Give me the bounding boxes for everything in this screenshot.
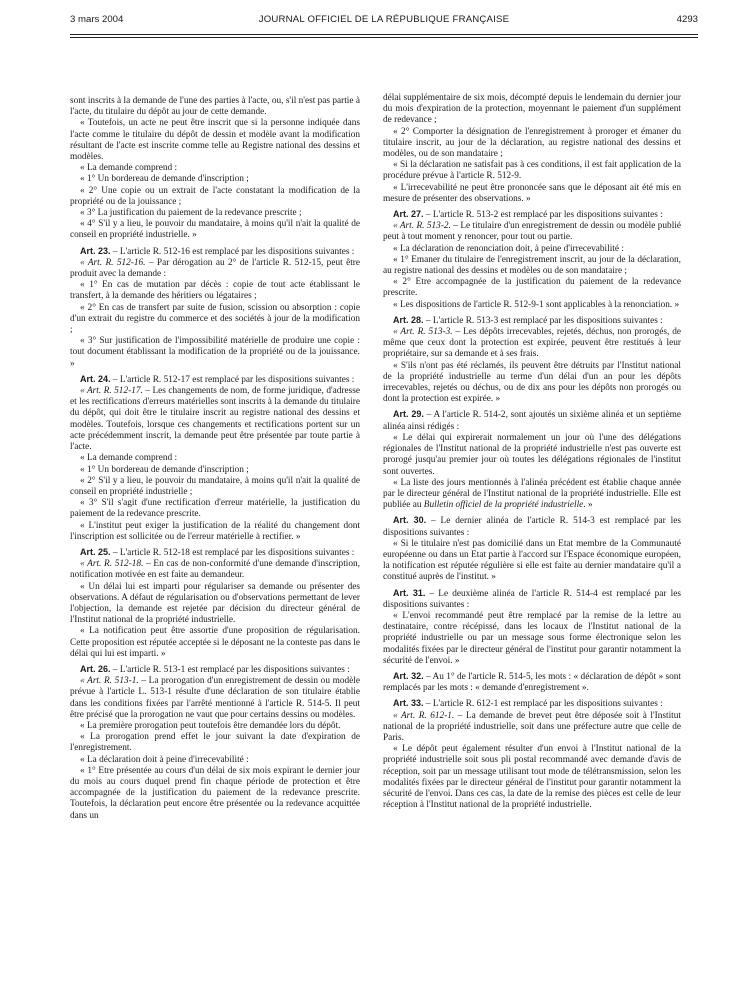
paragraph-text: « 1° En cas de mutation par décès : copie de tout acte établissant le transfert, à la demande des héritiers ou légataires ;	[70, 280, 360, 302]
paragraph	[70, 219, 360, 241]
paragraph-text: – L'article R. 512-16 est remplacé par les dispositions suivantes :	[110, 246, 355, 257]
article-number: Art. 30.	[393, 515, 427, 526]
paragraph	[70, 186, 360, 208]
paragraph	[70, 118, 360, 163]
paragraph	[70, 208, 360, 219]
paragraph-text: « La déclaration doit à peine d'irrecevabilité :	[80, 754, 249, 765]
paragraph-text: – L'article R. 513-3 est remplacé par les dispositions suivantes :	[423, 315, 663, 326]
paragraph	[70, 755, 360, 766]
paragraph	[383, 315, 681, 327]
paragraph-text: « La déclaration de renonciation doit, à peine d'irrecevabilité :	[393, 243, 624, 254]
article-reference: « Art. R. 512-18.	[80, 559, 144, 570]
paragraph-text: « La demande comprend :	[80, 453, 178, 464]
paragraph-text: – Au 1° de l'article R. 514-5, les mots : « déclaration de dépôt » sont remplacés par les mots : « demande d'enregistrement ».	[383, 671, 681, 694]
paragraph-text: sont inscrits à la demande de l'une des parties à l'acte, ou, s'il n'est pas partie à l'acte, du titulaire du dépôt au jour de cette demande.	[70, 96, 360, 118]
paragraph-text: – Les changements de nom, de forme juridique, d'adresse et les rectifications d'erreurs matérielles sont inscrits à la demande du titulaire du dépôt, qui doit être le titulaire inscrit au registre national des dessins et modèles. Toutefois, lorsque ces changements et rectifications portent sur un acte précédemment inscrit, la demande peut être présentée par toute partie à l'acte.	[70, 386, 360, 453]
paragraph-text: « L'envoi recommandé peut être remplacé par la remise de la lettre au destinataire, contre récépissé, dans les locaux de l'Institut national de la propriété industrielle ou par un message sous forme électronique selon les modalités fixées par le directeur général de l'institut pour garantir notamment la sécurité de l'envoi. »	[383, 610, 681, 666]
paragraph	[70, 626, 360, 660]
paragraph	[383, 588, 681, 611]
paragraph	[383, 515, 681, 538]
paragraph-text: « 3° Sur justification de l'impossibilité matérielle de produire une copie : tout document établissant la modification de la propriété ou de la jouissance. »	[70, 336, 360, 369]
paragraph	[383, 361, 681, 406]
paragraph-text: – Le titulaire d'un enregistrement de dessin ou modèle publié peut à tout moment y renoncer, pour tout ou partie.	[383, 221, 681, 243]
paragraph	[70, 386, 360, 453]
paragraph	[383, 744, 681, 811]
paragraph-text: – Le dernier alinéa de l'article R. 514-3 est remplacé par les dispositions suivantes :	[383, 516, 681, 538]
paragraph-text: – La prorogation d'un enregistrement de dessin ou modèle prévue à l'article L. 513-1 résulte d'une déclaration de son titulaire établie dans les conditions fixées par l'arrêté mentionné à l'article R. 514-5. Il peut être précisé que la prorogation ne vaut que pour certains dessins ou modèles.	[70, 676, 360, 720]
article-reference: « Art. R. 513-3.	[393, 327, 453, 338]
paragraph	[383, 478, 681, 512]
article-reference: « Art. R. 513-2.	[393, 221, 451, 232]
paragraph	[70, 303, 360, 337]
paragraph	[383, 221, 681, 243]
paragraph-text: « 1° Etre présentée au cours d'un délai de six mois expirant le dernier jour du mois au cours duquel prend fin chaque période de protection et être accompagnée de la justification du paiement de la redevance prescrite. Toutefois, la déclaration peut encore être présentée ou la redevance acquittée dans un	[70, 765, 360, 821]
paragraph	[70, 476, 360, 498]
paragraph-text: « Toutefois, un acte ne peut être inscrit que si la personne indiquée dans l'acte comme le titulaire du dépôt de dessin et modèle avant la modification résultant de l'acte est inscrite comme telle au Registre national des dessins et modèles.	[70, 118, 360, 163]
paragraph	[383, 409, 681, 432]
paragraph-text: « Le dépôt peut également résulter d'un envoi à l'Institut national de la propriété industrielle soit sous pli postal recommandé avec demande d'avis de réception, soit par un message utilisant tout mode de télétransmission, selon les modalités fixées par le directeur général de l'institut pour garantir notamment la sécurité de l'envoi. Dans ces cas, la date de la remise des pièces est celle de leur réception à l'Institut national de la propriété industrielle.	[383, 744, 681, 811]
paragraph	[70, 547, 360, 559]
header-rule-bottom	[70, 37, 698, 38]
paragraph-text: – Le deuxième alinéa de l'article R. 514-4 est remplacé par les dispositions suivantes :	[383, 588, 681, 610]
paragraph	[383, 433, 681, 478]
paragraph-text: « S'ils n'ont pas été réclamés, ils peuvent être détruits par l'Institut national de la propriété industrielle au terme d'un délai d'un an pour les dépôts irrecevables, rejetés ou déchus, ou de dix ans pour les dépôts non prorogés ou dont la protection est expirée. »	[383, 360, 681, 405]
paragraph-text: . »	[583, 500, 593, 511]
paragraph	[70, 465, 360, 476]
article-number: Art. 33.	[393, 698, 424, 709]
article-number: Art. 24.	[80, 373, 111, 384]
paragraph-text: « 2° Etre accompagnée de la justification du paiement de la redevance prescrite.	[383, 277, 681, 299]
paragraph-text: « 3° S'il s'agit d'une rectification d'erreur matérielle, la justification du paiement de la redevance prescrite.	[70, 498, 360, 520]
paragraph-text: – L'article R. 512-17 est remplacé par les dispositions suivantes :	[110, 374, 355, 385]
paragraph-text: « Si le titulaire n'est pas domicilié dans un Etat membre de la Communauté européenne ou dans un Etat partie à l'accord sur l'Espace économique européen, la notification est réputée régulière si elle est faite au dernier mandataire qu'il a constitué auprès de l'institut. »	[383, 538, 681, 583]
article-reference: « Art. R. 512-16.	[80, 257, 146, 268]
article-number: Art. 23.	[80, 245, 111, 256]
paragraph	[70, 732, 360, 754]
header-page-number: 4293	[676, 14, 698, 25]
article-number: Art. 26.	[80, 663, 111, 674]
paragraph	[70, 174, 360, 185]
paragraph-text: – L'article R. 512-18 est remplacé par les dispositions suivantes :	[110, 547, 355, 558]
paragraph	[383, 698, 681, 710]
paragraph	[70, 258, 360, 280]
paragraph	[70, 453, 360, 464]
paragraph-text: « 1° Un bordereau de demande d'inscription ;	[80, 174, 249, 185]
right-column	[383, 93, 681, 973]
paragraph-text: « 2° Comporter la désignation de l'enregistrement à proroger et émaner du titulaire inscrit, au jour de la déclaration, au registre national des dessins et modèles, ou de son mandataire ;	[383, 126, 681, 160]
article-reference: « Art. R. 512-17.	[80, 386, 143, 397]
paragraph	[383, 127, 681, 161]
paragraph-text: « 2° Une copie ou un extrait de l'acte constatant la modification de la propriété ou de la jouissance ;	[70, 185, 360, 207]
paragraph-text: « Si la déclaration ne satisfait pas à ces conditions, il est fait application de la procédure prévue à l'article R. 512-9.	[383, 160, 681, 182]
paragraph	[70, 559, 360, 581]
paragraph	[383, 255, 681, 277]
paragraph-text: – En cas de non-conformité d'une demande d'inscription, notification motivée en est faite au demandeur.	[70, 559, 360, 581]
header-title: JOURNAL OFFICIEL DE LA RÉPUBLIQUE FRANÇAISE	[258, 14, 510, 25]
paragraph-text: « 3° La justification du paiement de la redevance prescrite ;	[80, 208, 302, 219]
article-number: Art. 32.	[393, 670, 424, 681]
paragraph-text: « L'irrecevabilité ne peut être prononcée sans que le déposant ait été mis en mesure de présenter des observations. »	[383, 182, 681, 204]
article-number: Art. 25.	[80, 546, 111, 557]
paragraph-text: « 2° S'il y a lieu, le pouvoir du mandataire, à moins qu'il n'ait la qualité de conseil en propriété industrielle ;	[70, 475, 360, 497]
paragraph-text: – L'article R. 513-2 est remplacé par les dispositions suivantes :	[423, 210, 663, 221]
paragraph	[383, 671, 681, 694]
paragraph-text: « Un délai lui est imparti pour régulariser sa demande ou présenter des observations. A défaut de régularisation ou d'observations permettant de lever l'objection, la demande est rejetée par décision du directeur général de l'Institut national de la propriété industrielle.	[70, 581, 360, 626]
paragraph-text: – L'article R. 612-1 est remplacé par les dispositions suivantes :	[423, 699, 663, 710]
paragraph	[383, 711, 681, 745]
paragraph-text: « 4° S'il y a lieu, le pouvoir du mandataire, à moins qu'il n'ait la qualité de conseil en propriété industrielle. »	[70, 219, 360, 241]
paragraph	[383, 244, 681, 255]
paragraph	[383, 93, 681, 127]
paragraph	[70, 498, 360, 520]
publication-title: Bulletin officiel de la propriété industrielle	[423, 500, 584, 511]
article-number: Art. 27.	[393, 209, 424, 220]
paragraph-text: – L'article R. 513-1 est remplacé par les dispositions suivantes :	[110, 664, 350, 675]
paragraph	[383, 277, 681, 299]
paragraph-text: « La demande comprend :	[80, 163, 178, 174]
paragraph	[70, 163, 360, 174]
paragraph	[70, 280, 360, 302]
running-header	[70, 14, 698, 30]
paragraph	[383, 300, 681, 311]
paragraph-text: « La liste des jours mentionnés à l'alinéa précédent est établie chaque année par le directeur général de l'Institut national de la propriété industrielle. Elle est publiée au	[383, 477, 681, 511]
paragraph	[383, 160, 681, 182]
paragraph	[70, 374, 360, 386]
paragraph-text: – Par dérogation au 2° de l'article R. 512-15, peut être produit avec la demande :	[70, 257, 360, 280]
paragraph-text: « L'institut peut exiger la justification de la réalité du changement dont l'inscription est sollicitée ou de l'erreur matérielle à rectifier. »	[70, 520, 360, 542]
paragraph	[70, 582, 360, 627]
paragraph-text: « Le délai qui expirerait normalement un jour où l'une des délégations régionales de l'Institut national de la propriété industrielle n'est pas ouverte est prorogé jusqu'au premier jour où toutes les délégations régionales de l'institut sont ouvertes.	[383, 432, 681, 477]
paragraph-text: – La demande de brevet peut être déposée soit à l'Institut national de la propriété industrielle, soit dans une préfecture autre que celle de Paris.	[383, 710, 681, 743]
paragraph	[383, 539, 681, 584]
paragraph-text: – Les dépôts irrecevables, rejetés, déchus, non prorogés, de même que ceux dont la protection est expirée, peuvent être restitués à leur propriétaire, sur sa demande et à ses frais.	[383, 327, 681, 360]
paragraph	[383, 611, 681, 667]
paragraph-text: délai supplémentaire de six mois, décompté depuis le lendemain du dernier jour du mois d'expiration de la protection, moyennant le paiement d'un supplément de redevance ;	[383, 93, 681, 126]
paragraph	[70, 664, 360, 676]
article-reference: « Art. R. 612-1.	[393, 710, 455, 721]
article-number: Art. 29.	[393, 409, 424, 420]
article-number: Art. 28.	[393, 314, 424, 325]
left-column	[70, 96, 360, 976]
paragraph-text: « Les dispositions de l'article R. 512-9-1 sont applicables à la renonciation. »	[393, 299, 680, 310]
header-date: 3 mars 2004	[70, 14, 124, 25]
article-number: Art. 31.	[393, 587, 426, 598]
paragraph-text: « La première prorogation peut toutefois être demandée lors du dépôt.	[80, 720, 341, 731]
paragraph	[70, 521, 360, 543]
paragraph-text: – A l'article R. 514-2, sont ajoutés un sixième alinéa et un septième alinéa ainsi rédigés :	[383, 410, 681, 432]
paragraph-text: « 2° En cas de transfert par suite de fusion, scission ou absorption : copie d'un extrait du registre du commerce et des sociétés à jour de la modification ;	[70, 302, 360, 336]
paragraph	[70, 721, 360, 732]
paragraph	[383, 183, 681, 205]
paragraph	[70, 246, 360, 258]
paragraph	[70, 676, 360, 721]
header-rule-top	[70, 34, 698, 35]
paragraph	[70, 96, 360, 118]
paragraph	[70, 766, 360, 822]
paragraph	[383, 327, 681, 361]
paragraph	[70, 336, 360, 370]
paragraph	[383, 209, 681, 221]
paragraph-text: « 1° Un bordereau de demande d'inscription ;	[80, 464, 249, 475]
paragraph-text: « La prorogation prend effet le jour suivant la date d'expiration de l'enregistrement.	[70, 732, 360, 754]
paragraph-text: « La notification peut être assortie d'une proposition de régularisation. Cette proposition est réputée acceptée si le déposant ne la conteste pas dans le délai qui lui est imparti. »	[70, 626, 360, 659]
paragraph-text: « 1° Emaner du titulaire de l'enregistrement inscrit, au jour de la déclaration, au registre national des dessins et modèles ou de son mandataire ;	[383, 254, 681, 277]
article-reference: « Art. R. 513-1.	[80, 676, 139, 687]
